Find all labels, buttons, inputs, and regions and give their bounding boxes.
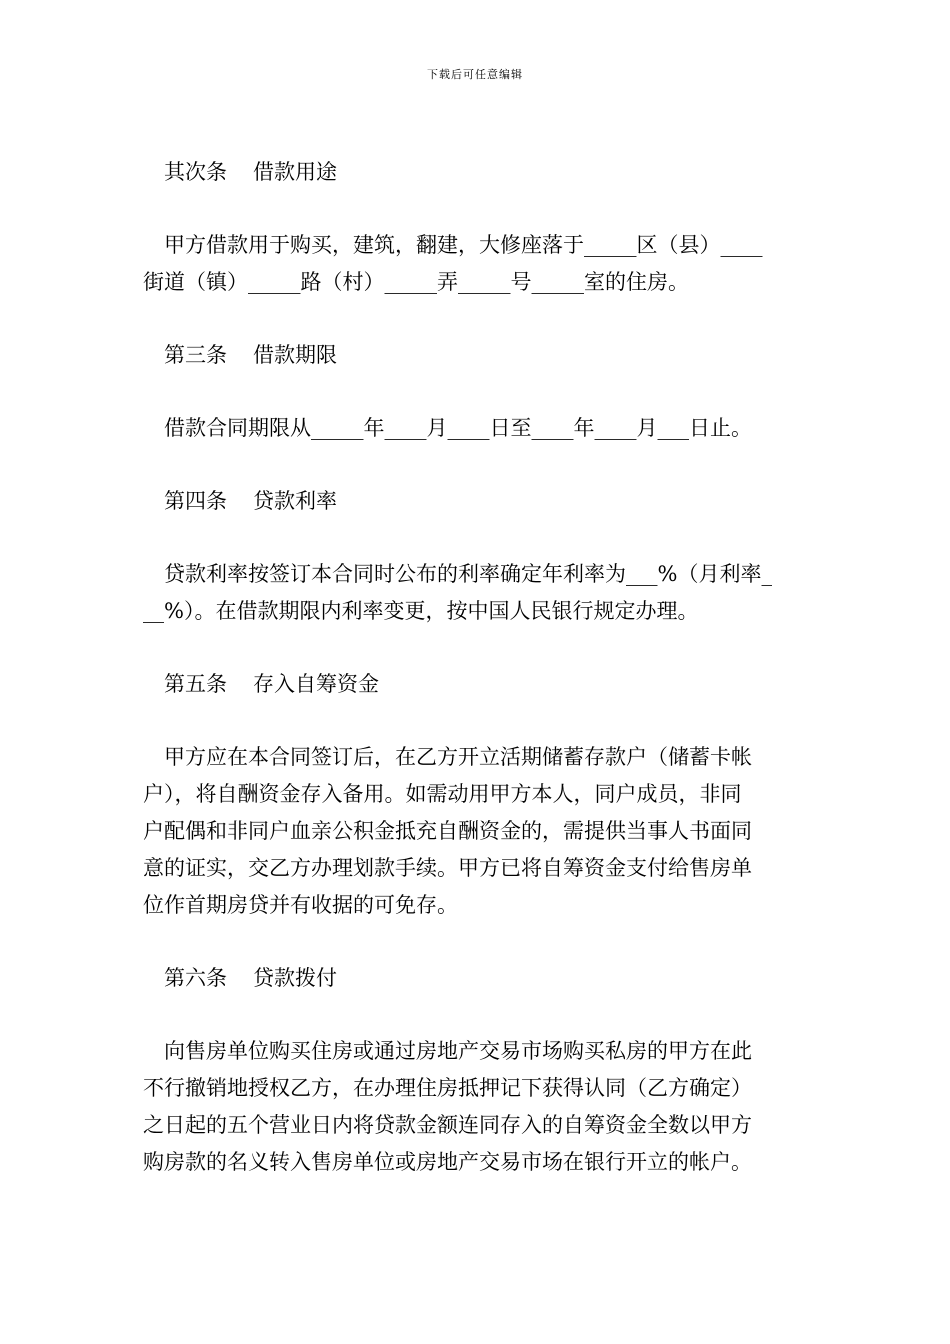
heading-title: 贷款利率: [253, 489, 337, 513]
paragraph-line: __%）。在借款期限内利率变更，按中国人民银行规定办理。: [143, 599, 699, 623]
paragraph-line: 户配偶和非同户血亲公积金抵充自酬资金的，需提供当事人书面同: [143, 819, 752, 843]
paragraph-line: 户），将自酬资金存入备用。如需动用甲方本人，同户成员，非同: [143, 782, 742, 806]
paragraph-line: 不行撤销地授权乙方，在办理住房抵押记下获得认同（乙方确定）: [143, 1076, 752, 1100]
paragraph-line: 甲方应在本合同签订后，在乙方开立活期储蓄存款户（储蓄卡帐: [164, 745, 752, 769]
heading-title: 存入自筹资金: [253, 672, 379, 696]
heading-title: 贷款拨付: [253, 966, 337, 990]
paragraph-line: 借款合同期限从_____年____月____日至____年____月___日止。: [164, 416, 752, 440]
section-6: [143, 960, 809, 1181]
heading-number: 第六条: [164, 966, 227, 990]
section-3: [143, 337, 809, 483]
paragraph-line: 之日起的五个营业日内将贷款金额连同存入的自筹资金全数以甲方: [143, 1113, 752, 1137]
heading-title: 借款用途: [253, 160, 337, 184]
section-heading: [143, 666, 809, 703]
section-heading: [143, 960, 809, 997]
document-body: [143, 154, 809, 1181]
section-5: [143, 666, 809, 960]
paragraph-line: 甲方借款用于购买，建筑，翻建，大修座落于_____区（县）____: [164, 233, 763, 257]
heading-number: 其次条: [164, 160, 227, 184]
heading-number: 第五条: [164, 672, 227, 696]
heading-title: 借款期限: [253, 343, 337, 367]
paragraph-line: 意的证实，交乙方办理划款手续。甲方已将自筹资金支付给售房单: [143, 856, 752, 880]
paragraph-line: 街道（镇）_____路（村）_____弄_____号_____室的住房。: [143, 270, 689, 294]
paragraph-line: 购房款的名义转入售房单位或房地产交易市场在银行开立的帐户。: [143, 1150, 752, 1174]
header-note: 下载后可任意编辑: [427, 68, 523, 81]
section-heading: [143, 483, 809, 520]
paragraph-line: 向售房单位购买住房或通过房地产交易市场购买私房的甲方在此: [164, 1039, 752, 1063]
section-heading: [143, 337, 809, 374]
section-4: [143, 483, 809, 666]
paragraph-line: 位作首期房贷并有收据的可免存。: [143, 893, 458, 917]
heading-number: 第三条: [164, 343, 227, 367]
section-heading: [143, 154, 809, 191]
heading-number: 第四条: [164, 489, 227, 513]
paragraph-line: 贷款利率按签订本合同时公布的利率确定年利率为___%（月利率_: [164, 562, 772, 586]
section-2: [143, 154, 809, 337]
